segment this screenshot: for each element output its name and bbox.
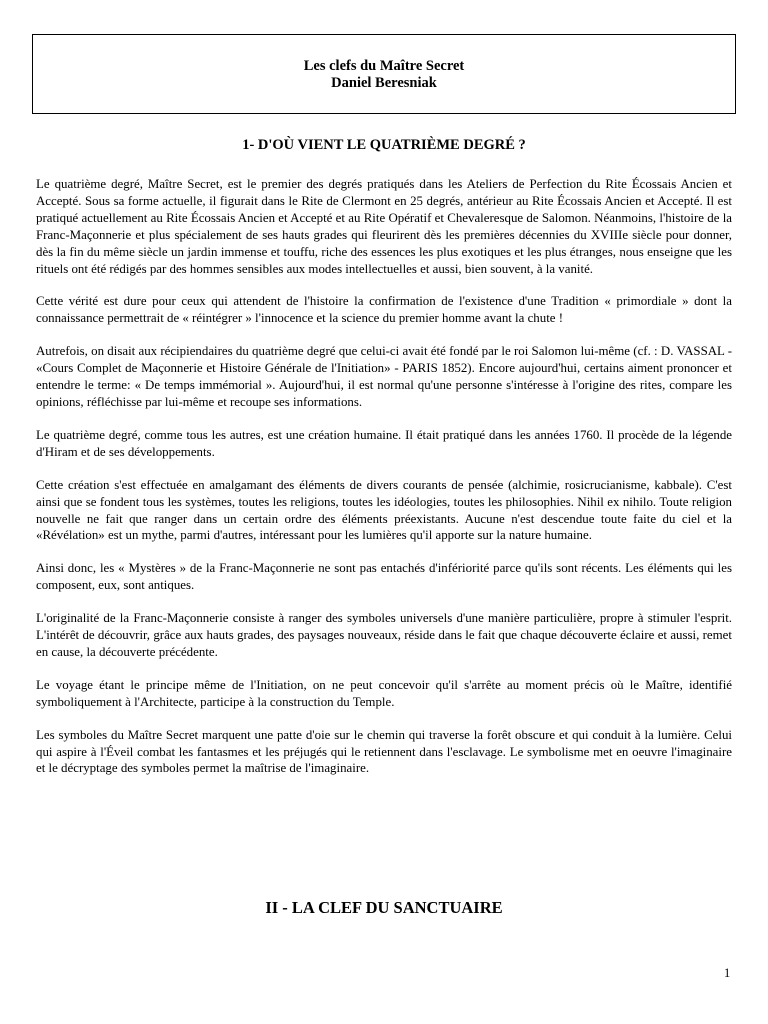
section-heading-1: 1- D'OÙ VIENT LE QUATRIÈME DEGRÉ ? xyxy=(242,137,526,153)
paragraph: Ainsi donc, les « Mystères » de la Franc-Maçonnerie ne sont pas entachés d'infériorité parce qu'ils sont récents. Les éléments qui les composent, eux, sont antiques. xyxy=(36,561,732,593)
page-number: 1 xyxy=(724,966,731,980)
paragraph: Cette vérité est dure pour ceux qui attendent de l'histoire la confirmation de l'existence d'une Tradition « primordiale » dont la connaissance permettrait de « réintégrer » l'innocence et la science du premier homme avant la chute ! xyxy=(36,294,732,326)
paragraph: Cette création s'est effectuée en amalgamant des éléments de divers courants de pensée (alchimie, rosicrucianisme, kabbale). C'est ainsi que se fondent tous les systèmes, toutes les religions, toutes les idéologies, toutes les philosophies. Nihil ex nihilo. Toute religion nouvelle ne fait que ranger dans un certain ordre des éléments préexistants. Aucune n'est descendue toute faite du ciel et la «Révélation» est un mythe, parmi d'autres, intéressant pour les lumières qu'il apporte sur la nature humaine. xyxy=(36,477,732,543)
paragraph: Les symboles du Maître Secret marquent une patte d'oie sur le chemin qui traverse la forêt obscure et qui conduit à la lumière. Celui qui aspire à l'Éveil combat les fantasmes et les préjugés qui le retiennent dans l'esclavage. Le symbolisme met en oeuvre l'imaginaire et le décryptage des symboles permet la maîtrise de l'imaginaire. xyxy=(36,727,732,776)
paragraph: Le quatrième degré, comme tous les autres, est une création humaine. Il était pratiqué dans les années 1760. Il procède de la légende d'Hiram et de ses développements. xyxy=(36,427,732,459)
section-body xyxy=(36,176,732,793)
document-author: Daniel Beresniak xyxy=(331,75,437,91)
paragraph: Le quatrième degré, Maître Secret, est le premier des degrés pratiqués dans les Ateliers de Perfection du Rite Écossais Ancien et Accepté. Sous sa forme actuelle, il figurait dans le Rite de Clermont en 25 degrés, antérieur au Rite Écossais Ancien et Accepté. Il est pratiqué actuellement au Rite Écossais Ancien et Accepté et au Rite Opératif et Chevaleresque de Salomon. Néanmoins, l'histoire de la Franc-Maçonnerie et plus spécialement de ses hauts grades qui fleurirent dès les premières décennies du XVIIIe siècle pour donner, dès la fin du même siècle un jardin immense et touffu, riche des essences les plus exotiques et les plus étranges, nous enseigne que les rituels ont été rédigés par des hommes sensibles aux modes intellectuelles et aussi, bien souvent, à la vanité. xyxy=(36,177,732,276)
section-heading-2: II - LA CLEF DU SANCTUAIRE xyxy=(265,898,503,917)
paragraph: Autrefois, on disait aux récipiendaires du quatrième degré que celui-ci avait été fondé par le roi Salomon lui-même (cf. : D. VASSAL - «Cours Complet de Maçonnerie et Histoire Générale de l'Initiation» - PARIS 1852). Encore aujourd'hui, certains aiment prononcer et entendre le terme: « De temps immémorial ». Aujourd'hui, il est normal qu'une personne s'intéresse à l'origine des rites, compare les opinions, réfléchisse par lui-même et recoupe ses informations. xyxy=(36,344,732,409)
paragraph: Le voyage étant le principe même de l'Initiation, on ne peut concevoir qu'il s'arrête au moment précis où le Maître, identifié symboliquement à l'Architecte, participe à la construction du Temple. xyxy=(36,677,732,709)
document-title: Les clefs du Maître Secret xyxy=(303,58,465,74)
title-box xyxy=(32,34,736,114)
paragraph: L'originalité de la Franc-Maçonnerie consiste à ranger des symboles universels d'une manière particulière, propre à stimuler l'esprit. L'intérêt de découvrir, grâce aux hauts grades, des paysages nouveaux, réside dans le fait que chaque découverte éclaire et aussi, remet en cause, la découverte précédente. xyxy=(36,611,732,659)
